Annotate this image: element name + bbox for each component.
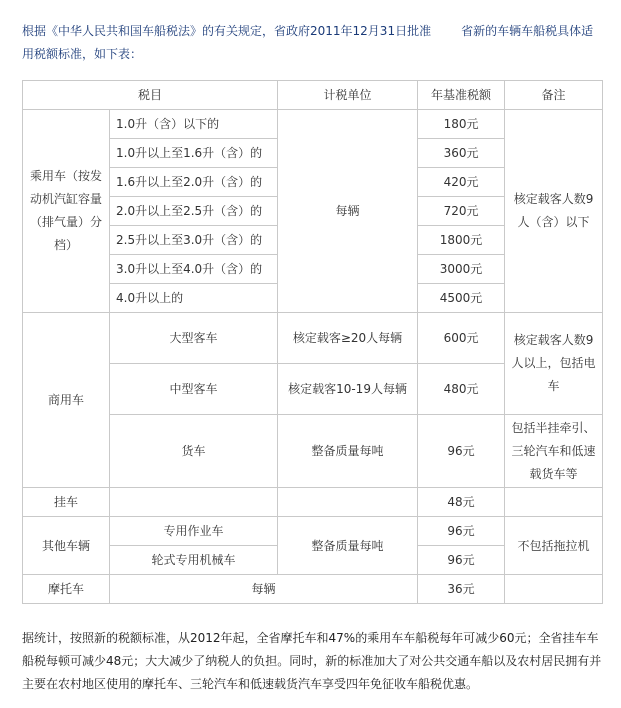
unit-cell: 核定载客10-19人每辆: [278, 364, 418, 415]
header-unit: 计税单位: [278, 81, 418, 110]
item-cell: 大型客车: [110, 313, 278, 364]
header-tax-item: 税目: [23, 81, 278, 110]
amount-cell: 96元: [418, 517, 505, 546]
amount-cell: 480元: [418, 364, 505, 415]
table-header-row: [23, 81, 603, 110]
summary-paragraph: 据统计，按照新的税额标准，从2012年起，全省摩托车和47%的乘用车车船税每年可减少60元；全省挂车车船税每顿可减少48元；大大减少了纳税人的负担。同时，新的标准加大了对公共交通车船以及农村居民拥有并主要在农村地区使用的摩托车、三轮汽车和低速载货汽车享受四年免征收车船税优惠。: [22, 631, 602, 691]
category-commercial: 商用车: [23, 313, 110, 488]
amount-cell: 420元: [418, 168, 505, 197]
amount-cell: 360元: [418, 139, 505, 168]
category-other-vehicles: 其他车辆: [23, 517, 110, 575]
note-commercial-passenger: 核定载客人数9人以上，包括电车: [505, 313, 603, 415]
amount-cell: 1800元: [418, 226, 505, 255]
unit-passenger: 每辆: [278, 110, 418, 313]
intro-paragraph: [22, 20, 602, 66]
unit-cell: 核定载客≥20人每辆: [278, 313, 418, 364]
table-row: [23, 488, 603, 517]
item-cell: 2.5升以上至3.0升（含）的: [110, 226, 278, 255]
header-note: 备注: [505, 81, 603, 110]
category-passenger-car: 乘用车（按发动机汽缸容量（排气量）分档）: [23, 110, 110, 313]
amount-cell: 720元: [418, 197, 505, 226]
note-truck: 包括半挂牵引、三轮汽车和低速载货车等: [505, 415, 603, 488]
unit-cell-empty: [278, 488, 418, 517]
amount-cell: 4500元: [418, 284, 505, 313]
unit-cell: 整备质量每吨: [278, 415, 418, 488]
table-row: [23, 313, 603, 364]
intro-text-before: 根据《中华人民共和国车船税法》的有关规定，省政府2011年12月31日批准: [22, 24, 432, 38]
amount-cell: 180元: [418, 110, 505, 139]
amount-cell: 48元: [418, 488, 505, 517]
category-motorcycle: 摩托车: [23, 575, 110, 604]
header-amount: 年基准税额: [418, 81, 505, 110]
item-cell: 4.0升以上的: [110, 284, 278, 313]
table-row: [23, 110, 603, 139]
intro-text-after: 省新的车辆车船税具体适用税额标准，如下表：: [22, 24, 594, 61]
item-cell: 1.0升以上至1.6升（含）的: [110, 139, 278, 168]
item-cell: 1.6升以上至2.0升（含）的: [110, 168, 278, 197]
item-cell: 货车: [110, 415, 278, 488]
note-cell-empty: [505, 488, 603, 517]
amount-cell: 96元: [418, 546, 505, 575]
amount-cell: 96元: [418, 415, 505, 488]
unit-other: 整备质量每吨: [278, 517, 418, 575]
amount-cell: 600元: [418, 313, 505, 364]
table-row: [23, 575, 603, 604]
amount-cell: 36元: [418, 575, 505, 604]
note-passenger: 核定载客人数9人（含）以下: [505, 110, 603, 313]
item-cell-empty: [110, 488, 278, 517]
item-cell: 2.0升以上至2.5升（含）的: [110, 197, 278, 226]
item-cell: 1.0升（含）以下的: [110, 110, 278, 139]
note-other: 不包括拖拉机: [505, 517, 603, 575]
category-trailer: 挂车: [23, 488, 110, 517]
vehicle-tax-table: [22, 80, 603, 604]
item-cell: 轮式专用机械车: [110, 546, 278, 575]
table-row: [23, 517, 603, 546]
item-cell: 中型客车: [110, 364, 278, 415]
amount-cell: 3000元: [418, 255, 505, 284]
table-row: [23, 415, 603, 488]
note-cell-empty: [505, 575, 603, 604]
item-cell: 3.0升以上至4.0升（含）的: [110, 255, 278, 284]
item-cell: 专用作业车: [110, 517, 278, 546]
unit-motorcycle: 每辆: [110, 575, 418, 604]
